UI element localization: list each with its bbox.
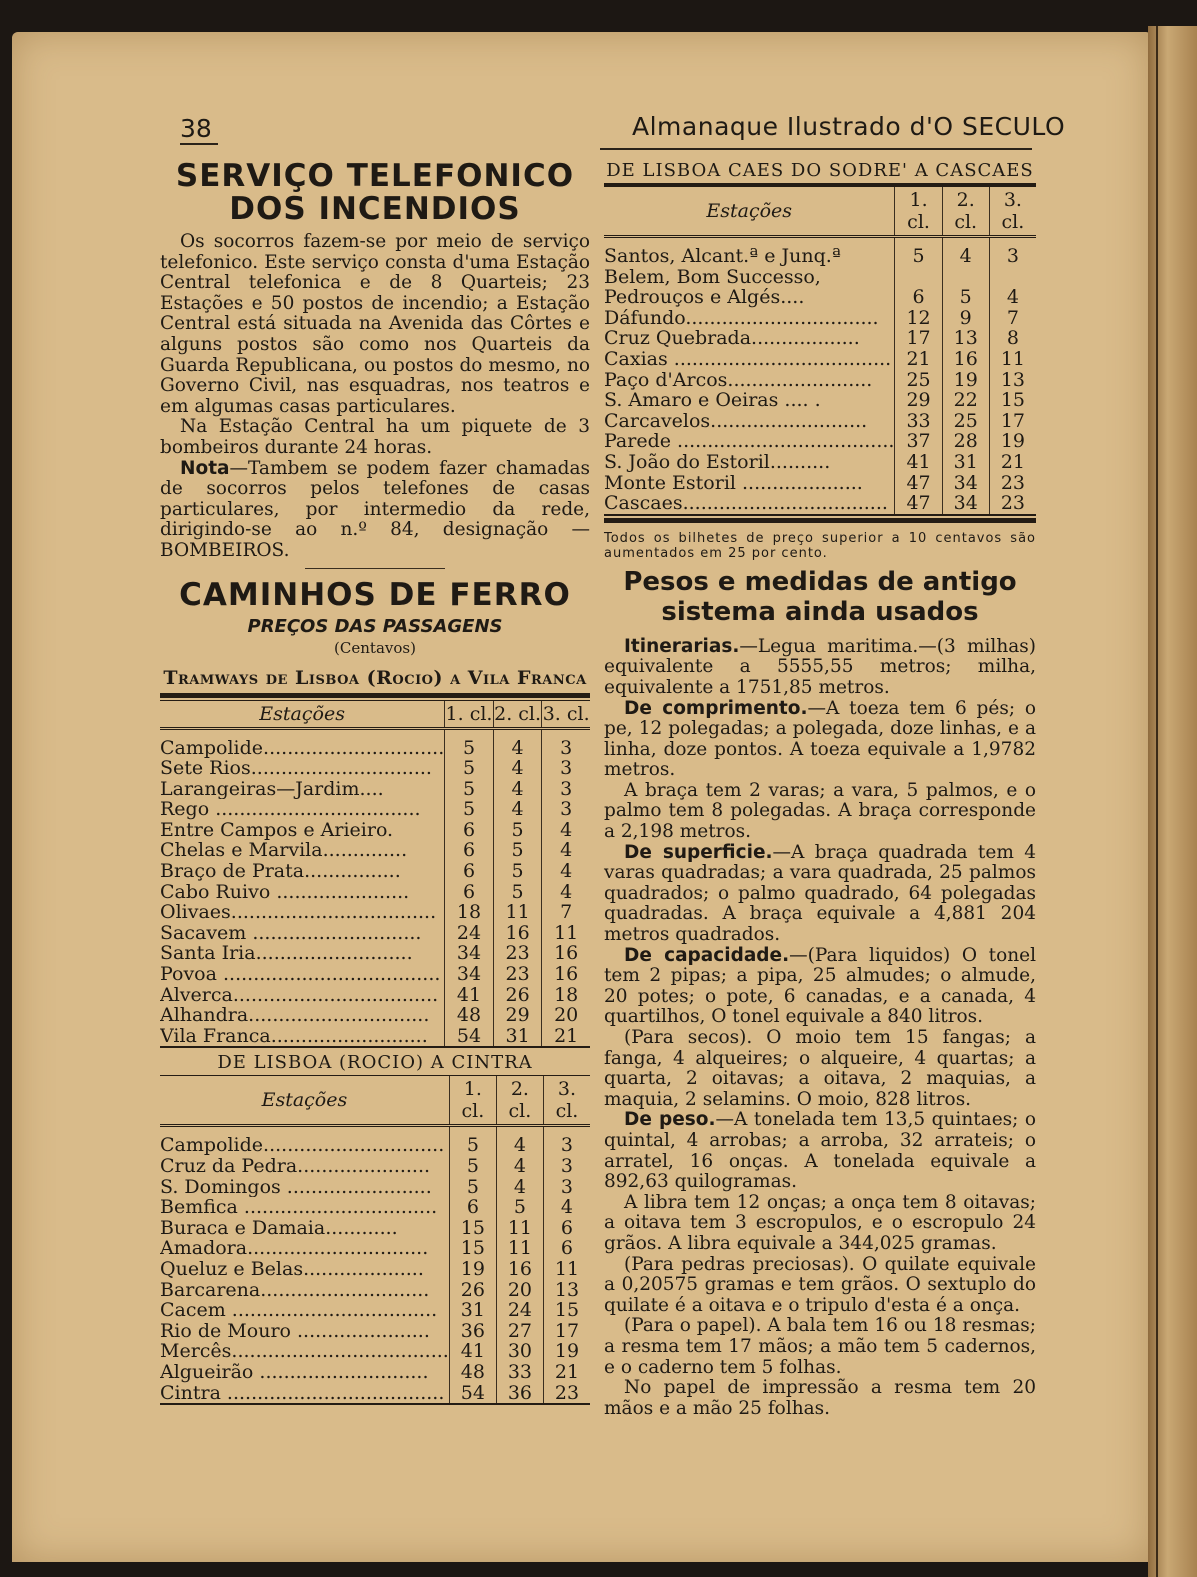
- pesos-title-1: Pesos e medidas de antigo: [623, 566, 1017, 597]
- station-name: Caxias ....................................: [604, 348, 892, 370]
- left-column: [160, 160, 590, 1405]
- fare-class-1: 48: [449, 1362, 496, 1383]
- fare-class-1: 6: [445, 861, 494, 882]
- table-row: [160, 1300, 590, 1321]
- table-row: [604, 308, 1036, 329]
- table-row: [604, 452, 1036, 473]
- fare-class-3: 3: [543, 1156, 590, 1177]
- table-row: [604, 411, 1036, 432]
- fare-class-2: 5: [493, 882, 542, 903]
- fare-class-3: 3: [542, 779, 590, 800]
- fare-class-3: 3: [989, 246, 1036, 267]
- station-name: Povoa ....................................: [160, 964, 441, 985]
- station-name: Cruz Quebrada..................: [604, 328, 860, 349]
- col-header-class-3: 3. cl.: [543, 1076, 590, 1126]
- comprimento-text: —A toeza tem 6 pés; o pe, 12 polegadas; a polegada, doze linhas, e a linha, doze pontos. A toeza equivale a 1,9782 metros.: [604, 697, 1036, 781]
- fare-class-3: 4: [542, 840, 590, 861]
- station-name: S. Amaro e Oeiras .... .: [604, 390, 821, 411]
- right-column: [604, 160, 1036, 1419]
- fare-class-2: 4: [493, 799, 542, 820]
- fare-class-3: 20: [542, 1005, 590, 1026]
- fare-class-2: 4: [496, 1177, 543, 1198]
- fare-class-1: 6: [445, 820, 494, 841]
- station-name: Bemfica ................................: [160, 1197, 438, 1218]
- fare-class-3: 4: [542, 820, 590, 841]
- table-row: [160, 1005, 590, 1026]
- pesos-superficie: [604, 843, 1036, 946]
- station-name: Barcarena............................: [160, 1279, 430, 1301]
- station-name: Buraca e Damaia............: [160, 1217, 398, 1239]
- col-header-station: Estações: [160, 1076, 449, 1126]
- fare-class-3: 4: [543, 1197, 590, 1218]
- nota-label: Nota: [180, 457, 230, 479]
- table-row: [160, 1026, 590, 1048]
- fare-class-1: 36: [449, 1321, 496, 1342]
- fare-class-1: 5: [449, 1156, 496, 1177]
- fare-class-3: 6: [543, 1238, 590, 1259]
- col-header-class-2: 2. cl.: [493, 700, 542, 728]
- table-row: [160, 861, 590, 882]
- station-name: Cacem ..................................: [160, 1300, 438, 1321]
- fare-class-3: 19: [989, 431, 1036, 452]
- fare-class-2: 34: [942, 493, 989, 515]
- superficie-label: De superficie.: [624, 841, 773, 863]
- fare-class-1: 48: [445, 1005, 494, 1026]
- table-row: [160, 1218, 590, 1239]
- col-header-class-3: 3. cl.: [542, 700, 590, 728]
- fare-class-1: 6: [445, 882, 494, 903]
- table-row: [160, 779, 590, 800]
- cascaes-table: [604, 186, 1036, 516]
- fare-class-3: 18: [542, 985, 590, 1006]
- fare-class-1: 5: [449, 1177, 496, 1198]
- station-name: Sacavem ............................: [160, 922, 422, 944]
- table-row: [604, 349, 1036, 370]
- fare-class-1: 5: [445, 799, 494, 820]
- capacidade-label: De capacidade.: [624, 944, 790, 966]
- fare-class-2: 13: [942, 328, 989, 349]
- fare-class-1: 24: [445, 923, 494, 944]
- section-divider: [305, 568, 445, 569]
- table-row: [160, 882, 590, 903]
- pesos-title-2: sistema ainda usados: [661, 596, 979, 627]
- fare-class-1: 47: [895, 493, 942, 515]
- table-row: [160, 1383, 590, 1405]
- fare-class-2: 5: [942, 287, 989, 308]
- table-row: [604, 370, 1036, 391]
- table-row: [160, 964, 590, 985]
- fare-class-3: 23: [989, 493, 1036, 515]
- fare-class-2: [942, 267, 989, 288]
- fare-class-3: 21: [542, 1026, 590, 1048]
- station-name: Campolide..............................: [160, 737, 445, 759]
- station-name: Campolide..............................: [160, 1135, 445, 1156]
- fare-class-3: 4: [542, 861, 590, 882]
- station-name: Queluz e Belas....................: [160, 1258, 424, 1280]
- station-name: S. Domingos ........................: [160, 1176, 432, 1198]
- fare-class-3: 3: [542, 758, 590, 779]
- station-name: Olivaes..................................: [160, 902, 437, 923]
- table-row: [160, 1197, 590, 1218]
- table-row: [604, 473, 1036, 494]
- fare-class-3: 4: [989, 287, 1036, 308]
- fare-class-3: 19: [543, 1341, 590, 1362]
- telefonico-title-1: SERVIÇO TELEFONICO: [175, 158, 575, 194]
- station-name: Cascaes..................................: [604, 493, 895, 515]
- fare-class-2: 28: [942, 431, 989, 452]
- table-row: [604, 390, 1036, 411]
- table-row: [604, 493, 1036, 515]
- station-name: Larangeiras—Jardim....: [160, 778, 384, 800]
- fare-class-2: 9: [942, 308, 989, 329]
- fare-class-2: 19: [942, 370, 989, 391]
- station-name: Pedrouços e Algés....: [604, 287, 805, 308]
- pesos-papel: (Para o papel). A bala tem 16 ou 18 resmas; a resma tem 17 mãos; a mão tem 5 cadernos, e o caderno tem 5 folhas.: [604, 1315, 1036, 1378]
- table-row: [160, 1177, 590, 1198]
- fare-class-2: 23: [493, 943, 542, 964]
- station-name: Sete Rios..............................: [160, 758, 432, 779]
- pesos-comprimento: [604, 699, 1036, 781]
- station-name: Braço de Prata................: [160, 861, 401, 882]
- col-header-class-1: 1. cl.: [445, 700, 494, 728]
- fare-class-1: 5: [445, 779, 494, 800]
- station-name: Belem, Bom Successo,: [604, 266, 821, 288]
- table-row: [160, 1362, 590, 1383]
- table-rule: [160, 693, 590, 698]
- col-header-class-1: 1. cl.: [449, 1076, 496, 1126]
- fare-class-1: 5: [445, 738, 494, 759]
- fare-class-1: 15: [449, 1218, 496, 1239]
- fare-class-2: 4: [493, 758, 542, 779]
- page-header: [0, 108, 1197, 152]
- fare-class-1: 25: [895, 370, 942, 391]
- fare-class-2: 20: [496, 1280, 543, 1301]
- pesos-itinerarias: [604, 637, 1036, 699]
- fare-class-2: 4: [942, 246, 989, 267]
- fare-class-2: 26: [493, 985, 542, 1006]
- telefonico-nota: [160, 459, 590, 562]
- fare-class-3: 7: [542, 902, 590, 923]
- fare-class-3: 17: [543, 1321, 590, 1342]
- fare-class-3: 13: [543, 1280, 590, 1301]
- fare-class-1: 41: [895, 452, 942, 473]
- table-row: [160, 1259, 590, 1280]
- fare-class-1: 12: [895, 308, 942, 329]
- peso-label: De peso.: [624, 1109, 716, 1131]
- station-name: Santa Iria..........................: [160, 943, 413, 965]
- station-name: S. João do Estoril..........: [604, 451, 831, 473]
- fare-class-2: 11: [496, 1238, 543, 1259]
- fare-class-1: 21: [895, 349, 942, 370]
- fare-class-3: 15: [989, 390, 1036, 411]
- station-name: Vila Franca..........................: [160, 1026, 445, 1048]
- vila-franca-title: Tramways de Lisboa (Rocio) a Vila Franca: [163, 666, 587, 689]
- fare-class-1: [895, 267, 942, 288]
- fare-class-2: 5: [493, 820, 542, 841]
- fare-class-1: 41: [445, 985, 494, 1006]
- fare-class-2: 24: [496, 1300, 543, 1321]
- station-name: Amadora..............................: [160, 1238, 429, 1259]
- fare-class-2: 23: [493, 964, 542, 985]
- fare-class-3: 23: [543, 1383, 590, 1405]
- telefonico-paragraph-2: Na Estação Central ha um piquete de 3 bombeiros durante 24 horas.: [160, 416, 590, 458]
- table-row: [160, 943, 590, 964]
- table-row: [604, 431, 1036, 452]
- table-row: [160, 820, 590, 841]
- fare-class-2: 16: [493, 923, 542, 944]
- fare-class-2: 25: [942, 411, 989, 432]
- fare-class-2: 34: [942, 473, 989, 494]
- table-row: [160, 1321, 590, 1342]
- running-title: Almanaque Ilustrado d'O SECULO: [632, 112, 1066, 141]
- fare-class-2: 30: [496, 1341, 543, 1362]
- header-rule: [600, 148, 1032, 150]
- fare-class-1: 54: [445, 1026, 494, 1048]
- pesos-secos: (Para secos). O moio tem 15 fangas; a fanga, 4 alqueires; o alqueire, 4 quartas; a quarta, 2 oitavas; a oitava, 2 maquias, a maquia, 2 selamins. O moio, 828 litros.: [604, 1027, 1036, 1110]
- fare-class-1: 54: [449, 1383, 496, 1405]
- station-name: Rio de Mouro ......................: [160, 1320, 430, 1342]
- next-page-edge: [1148, 26, 1197, 1577]
- fare-class-2: 33: [496, 1362, 543, 1383]
- fare-class-2: 16: [942, 349, 989, 370]
- table-row: [160, 758, 590, 779]
- fare-class-2: 4: [496, 1156, 543, 1177]
- table-row: [160, 1135, 590, 1156]
- fare-class-1: 5: [449, 1135, 496, 1156]
- pesos-title: [604, 567, 1036, 627]
- peso-text: —A tonelada tem 13,5 quintaes; o quintal, 4 arrobas; a arroba, 32 arrateis; o arratel, 16 onças. A tonelada equivale a 892,63 quilogramas.: [604, 1109, 1037, 1193]
- cascaes-title: DE LISBOA CAES DO SODRE' A CASCAES: [606, 160, 1034, 181]
- fare-class-3: 8: [989, 328, 1036, 349]
- fare-class-1: 34: [445, 964, 494, 985]
- capacidade-text: —(Para liquidos) O tonel tem 2 pipas; a pipa, 25 almudes; o almude, 20 potes; o pote, 6 canadas, e a canada, 4 quartilhos, O tonel equivale a 840 litros.: [604, 944, 1036, 1028]
- station-name: Dáfundo................................: [604, 307, 879, 329]
- itinerarias-text: —Legua maritima.—(3 milhas) equivalente a 5555,55 metros; milha, equivalente a 1751,85 metros.: [604, 635, 1036, 698]
- fare-class-3: 11: [543, 1259, 590, 1280]
- table-row: [160, 1341, 590, 1362]
- fare-class-3: 21: [543, 1362, 590, 1383]
- fare-class-3: 11: [989, 349, 1036, 370]
- table-row: [604, 287, 1036, 308]
- fare-class-1: 37: [895, 431, 942, 452]
- fare-class-1: 31: [449, 1300, 496, 1321]
- station-name: Mercês....................................: [160, 1341, 449, 1362]
- fare-class-1: 6: [895, 287, 942, 308]
- fare-class-2: 4: [496, 1135, 543, 1156]
- fare-class-1: 41: [449, 1341, 496, 1362]
- fare-class-2: 29: [493, 1005, 542, 1026]
- table-row: [604, 328, 1036, 349]
- pesos-peso: [604, 1110, 1036, 1192]
- fare-class-2: 5: [493, 861, 542, 882]
- col-header-station: Estações: [160, 700, 445, 728]
- table-spacer: [160, 728, 590, 738]
- cascaes-note: Todos os bilhetes de preço superior a 10 centavos são aumentados em 25 por cento.: [604, 530, 1036, 561]
- table-row: [160, 1156, 590, 1177]
- fare-class-1: 29: [895, 390, 942, 411]
- fare-class-3: 21: [989, 452, 1036, 473]
- caminhos-unit: (Centavos): [334, 638, 416, 657]
- fare-class-2: 22: [942, 390, 989, 411]
- fare-class-1: 5: [445, 758, 494, 779]
- fare-class-3: 3: [543, 1177, 590, 1198]
- station-name: Carcavelos..........................: [604, 410, 868, 432]
- table-row: [160, 985, 590, 1006]
- telefonico-title-2: DOS INCENDIOS: [229, 191, 521, 227]
- fare-class-2: 11: [496, 1218, 543, 1239]
- station-name: Algueirão ............................: [160, 1361, 429, 1383]
- fare-class-3: 16: [542, 964, 590, 985]
- station-name: Alhandra..............................: [160, 1005, 430, 1026]
- col-header-station: Estações: [604, 187, 895, 237]
- fare-class-3: 3: [542, 738, 590, 759]
- fare-class-3: 11: [542, 923, 590, 944]
- table-row: [160, 799, 590, 820]
- pesos-libra: A libra tem 12 onças; a onça tem 8 oitavas; a oitava tem 3 escropulos, e o escropulo 24 grãos. A libra equivale a 344,025 gramas.: [604, 1191, 1036, 1254]
- table-row: [604, 267, 1036, 288]
- fare-class-3: 23: [989, 473, 1036, 494]
- itinerarias-label: Itinerarias.: [624, 635, 740, 657]
- fare-class-1: 47: [895, 473, 942, 494]
- fare-class-1: 26: [449, 1280, 496, 1301]
- fare-class-1: 5: [895, 246, 942, 267]
- table-row: [160, 902, 590, 923]
- fare-class-3: 3: [542, 799, 590, 820]
- fare-class-1: 15: [449, 1238, 496, 1259]
- pesos-braca: A braça tem 2 varas; a vara, 5 palmos, e o palmo tem 8 polegadas. A braça corresponde a 2,198 metros.: [604, 779, 1036, 843]
- fare-class-3: 16: [542, 943, 590, 964]
- station-name: Parede ....................................: [604, 431, 895, 452]
- fare-class-1: 6: [445, 840, 494, 861]
- station-name: Entre Campos e Arieiro.: [160, 819, 394, 841]
- fare-class-1: 18: [445, 902, 494, 923]
- station-name: Cabo Ruivo ......................: [160, 881, 410, 903]
- cintra-title: DE LISBOA (ROCIO) A CINTRA: [217, 1052, 533, 1074]
- table-row: [604, 246, 1036, 267]
- fare-class-3: 15: [543, 1300, 590, 1321]
- fare-class-3: 17: [989, 411, 1036, 432]
- fare-class-2: 27: [496, 1321, 543, 1342]
- fare-class-1: 6: [449, 1197, 496, 1218]
- station-name: Cintra ....................................: [160, 1383, 449, 1405]
- fare-class-2: 31: [942, 452, 989, 473]
- fare-class-2: 5: [496, 1197, 543, 1218]
- telefonico-paragraph-1: Os socorros fazem-se por meio de serviço telefonico. Este serviço consta d'uma Estação Central telefonica e de 8 Quarteis; 23 Estações e 50 postos de incendio; a Estação Central está situada na Avenida das Côrtes e alguns postos são como nos Quarteis da Guarda Republicana, ou postos do mesmo, no Governo Civil, nas esquadras, nos teatros e em algumas casas particulares.: [160, 231, 590, 417]
- fare-class-2: 4: [493, 779, 542, 800]
- station-name: Santos, Alcant.ª e Junq.ª: [604, 246, 841, 267]
- fare-class-3: 7: [989, 308, 1036, 329]
- table-row: [160, 738, 590, 759]
- nota-text: —Tambem se podem fazer chamadas de socorros pelos telefones de casas particulares, por intermedio da rede, dirigindo-se ao n.º 84, designação —BOMBEIROS.: [160, 457, 590, 561]
- fare-class-2: 16: [496, 1259, 543, 1280]
- comprimento-label: De comprimento.: [624, 697, 808, 719]
- col-header-class-2: 2. cl.: [942, 187, 989, 237]
- col-header-class-3: 3. cl.: [989, 187, 1036, 237]
- pesos-impressao: No papel de impressão a resma tem 20 mãos e a mão 25 folhas.: [604, 1377, 1036, 1419]
- fare-class-2: 5: [493, 840, 542, 861]
- fare-class-2: 11: [493, 902, 542, 923]
- fare-class-1: 34: [445, 943, 494, 964]
- fare-class-1: 17: [895, 328, 942, 349]
- table-row: [160, 840, 590, 861]
- caminhos-subtitle: PREÇOS DAS PASSAGENS: [247, 615, 503, 637]
- fare-class-2: 4: [493, 738, 542, 759]
- station-name: Alverca..................................: [160, 984, 439, 1006]
- fare-class-1: 19: [449, 1259, 496, 1280]
- station-name: Paço d'Arcos........................: [604, 369, 873, 391]
- page-number: 38: [180, 114, 218, 145]
- station-name: Cruz da Pedra......................: [160, 1156, 431, 1177]
- fare-class-2: 36: [496, 1383, 543, 1405]
- table-row: [160, 923, 590, 944]
- table-rule: [604, 518, 1036, 523]
- station-name: Rego ..................................: [160, 799, 421, 820]
- fare-class-3: 3: [543, 1135, 590, 1156]
- caminhos-title: CAMINHOS DE FERRO: [179, 576, 571, 613]
- col-header-class-1: 1. cl.: [895, 187, 942, 237]
- col-header-class-2: 2. cl.: [496, 1076, 543, 1126]
- station-name: Chelas e Marvila..............: [160, 840, 408, 862]
- table-row: [160, 1238, 590, 1259]
- fare-class-2: 31: [493, 1026, 542, 1048]
- vila-franca-table: [160, 700, 590, 1049]
- fare-class-3: [989, 267, 1036, 288]
- superficie-text: —A braça quadrada tem 4 varas quadradas; a vara quadrada, 25 palmos quadrados; o palmo quadrado, 64 polegadas quadradas. A braça equivale a 4,881 204 metros quadrados.: [604, 841, 1036, 946]
- fare-class-3: 4: [542, 882, 590, 903]
- fare-class-3: 13: [989, 370, 1036, 391]
- pesos-capacidade: [604, 946, 1036, 1028]
- pesos-pedras: (Para pedras preciosas). O quilate equivale a 0,20575 gramas e tem grãos. O sextuplo do quilate é a oitava e o tripulo d'esta é a onça.: [604, 1253, 1036, 1316]
- table-row: [160, 1280, 590, 1301]
- cintra-table: [160, 1075, 590, 1405]
- fare-class-3: 6: [543, 1218, 590, 1239]
- fare-class-1: 33: [895, 411, 942, 432]
- station-name: Monte Estoril ....................: [604, 472, 863, 494]
